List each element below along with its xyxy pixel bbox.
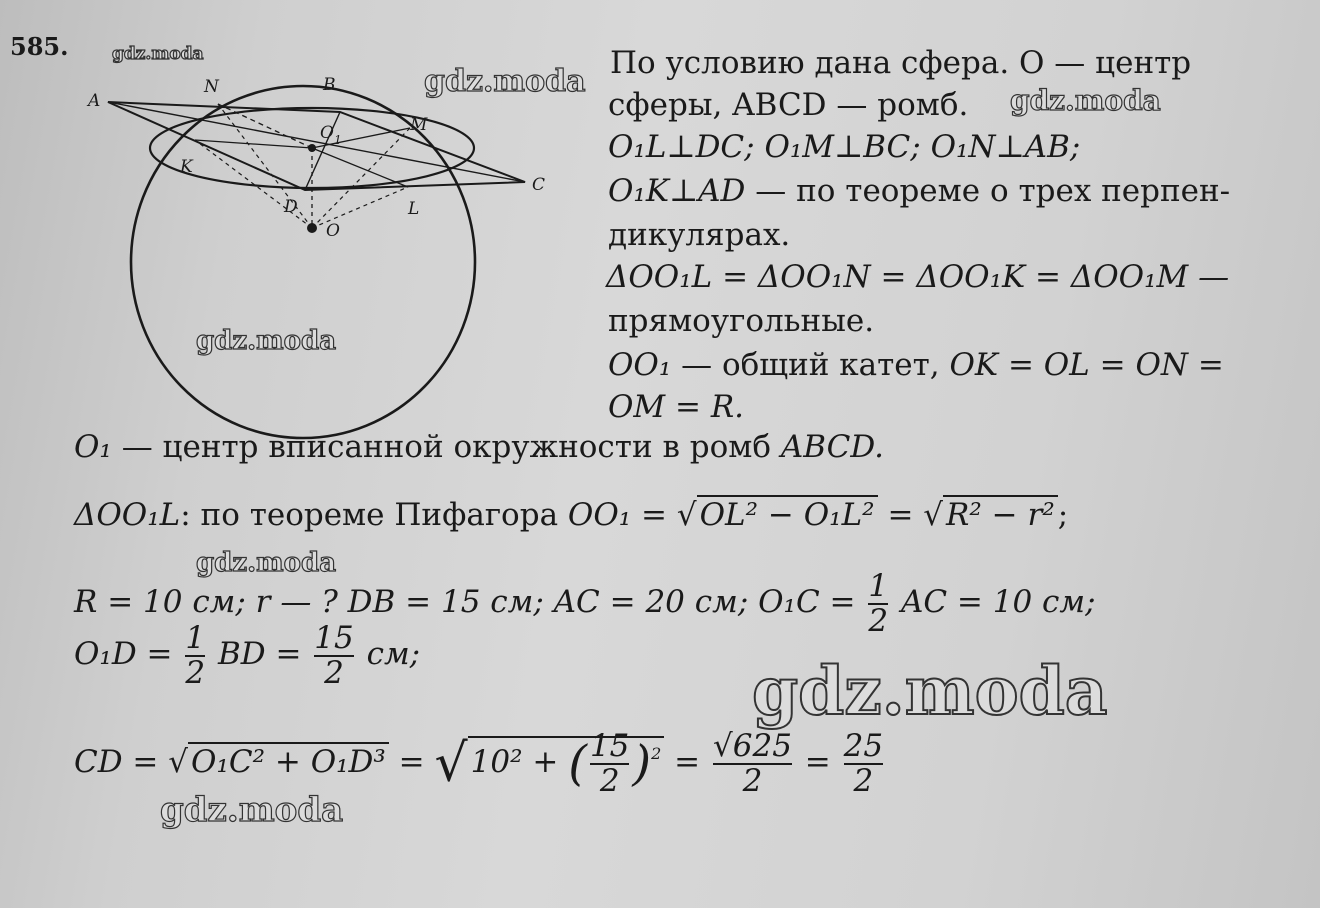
line-5: дикулярах. (608, 217, 791, 253)
fraction-half-1 (868, 570, 888, 637)
label-m: M (410, 115, 428, 135)
label-n: N (204, 77, 219, 97)
fraction-25-2-num: 25 (843, 728, 884, 764)
watermark: gdz.moda (196, 326, 337, 356)
fraction-15-2-b-num: 15 (589, 728, 630, 764)
line-14-eq-3: = (794, 744, 841, 781)
fraction-15-2-num: 15 (314, 620, 354, 656)
watermark: gdz.moda (196, 548, 337, 578)
line-14-radicand-2-a: 10² + (470, 744, 569, 781)
sqrt-sign-3: √ (168, 744, 189, 781)
fraction-15-2 (314, 622, 353, 689)
line-8-text: — общий катет, (671, 347, 950, 383)
fraction-half-2 (185, 622, 205, 689)
line-11-radicand-2: R² − r² (943, 495, 1058, 533)
point-o (307, 223, 317, 233)
line-14-eq-1: = (388, 744, 435, 781)
line-10-formula-a: O₁ (74, 429, 112, 465)
fraction-half-2-den: 2 (185, 654, 206, 691)
line-12-text-b: AC = 10 см; (891, 584, 1096, 621)
fraction-half-2-num: 1 (185, 620, 206, 656)
watermark: gdz.moda (1010, 84, 1161, 117)
paren-close: ) (632, 735, 652, 792)
label-b: B (323, 75, 336, 95)
sqrt-sign-4: √ (434, 733, 468, 794)
label-o1: O (320, 123, 334, 143)
line-1: По условию дана сфера. O — центр (610, 45, 1192, 81)
rhombus-abcd (108, 102, 525, 190)
line-11-end: ; (1057, 497, 1069, 533)
line-3: O₁L⊥DC; O₁M⊥BC; O₁N⊥AB; (608, 129, 1081, 165)
line-7: прямоугольные. (608, 303, 875, 339)
label-a: A (88, 91, 101, 111)
paren-open: ( (568, 735, 587, 792)
diagonal-ac (108, 102, 525, 182)
line-13-text-c: см; (356, 636, 421, 673)
watermark: gdz.moda (112, 44, 204, 64)
segment-o-n (218, 104, 312, 228)
line-8-formula-b: OK = OL = ON = (949, 347, 1224, 383)
line-10-text: — центр вписанной окружности в ромб (111, 429, 781, 465)
segment-o1-k (195, 140, 312, 148)
fraction-sqrt625-2-den: 2 (713, 763, 792, 798)
fraction-sqrt625-2 (713, 730, 792, 797)
line-4-formula: O₁K⊥AD (608, 173, 746, 209)
problem-number: 585. (10, 32, 69, 61)
line-11 (74, 497, 1069, 533)
point-o1 (308, 144, 316, 152)
label-o1-sub: 1 (334, 133, 342, 147)
fraction-15-2-den: 2 (314, 655, 353, 690)
line-6: ΔOO₁L = ΔOO₁N = ΔOO₁K = ΔOO₁M — (606, 259, 1230, 295)
line-11-radicand-1: OL² − O₁L² (697, 495, 878, 533)
label-d: D (284, 197, 298, 217)
line-14-radicand: O₁C² + O₁D³ (188, 742, 389, 780)
line-11-eq: = (877, 497, 924, 533)
line-9: OM = R. (608, 389, 745, 425)
line-14-text-a: CD = (74, 744, 169, 781)
label-l: L (408, 199, 420, 219)
fraction-15-2-b (590, 730, 629, 797)
fraction-sqrt625-2-num: √625 (713, 728, 792, 764)
exponent-2: 2 (651, 744, 662, 764)
line-11-formula-b: OO₁ = (567, 497, 677, 533)
watermark: gdz.moda (424, 64, 586, 99)
label-c: C (532, 175, 546, 195)
watermark: gdz.moda (160, 790, 344, 830)
line-14-eq-2: = (664, 744, 711, 781)
sqrt-sign-1: √ (676, 497, 697, 533)
line-13-text-b: BD = (208, 636, 312, 673)
line-4 (608, 173, 1231, 209)
line-12-text: R = 10 см; r — ? DB = 15 см; AC = 20 см; O₁C = (74, 584, 866, 621)
line-13-text-a: O₁D = (74, 636, 183, 673)
line-8 (608, 347, 1224, 383)
segment-o1-l (312, 148, 408, 187)
sphere-rhombus-figure (80, 40, 640, 460)
fraction-half-1-den: 2 (868, 602, 889, 639)
line-4-text: — по теореме о трех перпен- (745, 173, 1231, 209)
line-14 (74, 730, 886, 797)
line-14-radicand-2 (468, 728, 665, 799)
line-11-formula-a: ΔOO₁L (74, 497, 181, 533)
watermark: gdz.moda (752, 652, 1108, 730)
line-11-text: : по теореме Пифагора (180, 497, 568, 533)
fraction-25-2 (844, 730, 883, 797)
line-2: сферы, ABCD — ромб. (608, 87, 969, 123)
line-8-formula-a: OO₁ (608, 347, 672, 383)
line-10 (74, 429, 884, 465)
fraction-15-2-b-den: 2 (590, 763, 629, 798)
sqrt-sign-2: √ (923, 497, 944, 533)
line-10-formula-b: ABCD. (780, 429, 884, 465)
fraction-25-2-den: 2 (844, 763, 883, 798)
label-o: O (326, 221, 340, 241)
label-k: K (180, 157, 193, 177)
line-13 (74, 622, 420, 689)
fraction-half-1-num: 1 (868, 568, 889, 604)
